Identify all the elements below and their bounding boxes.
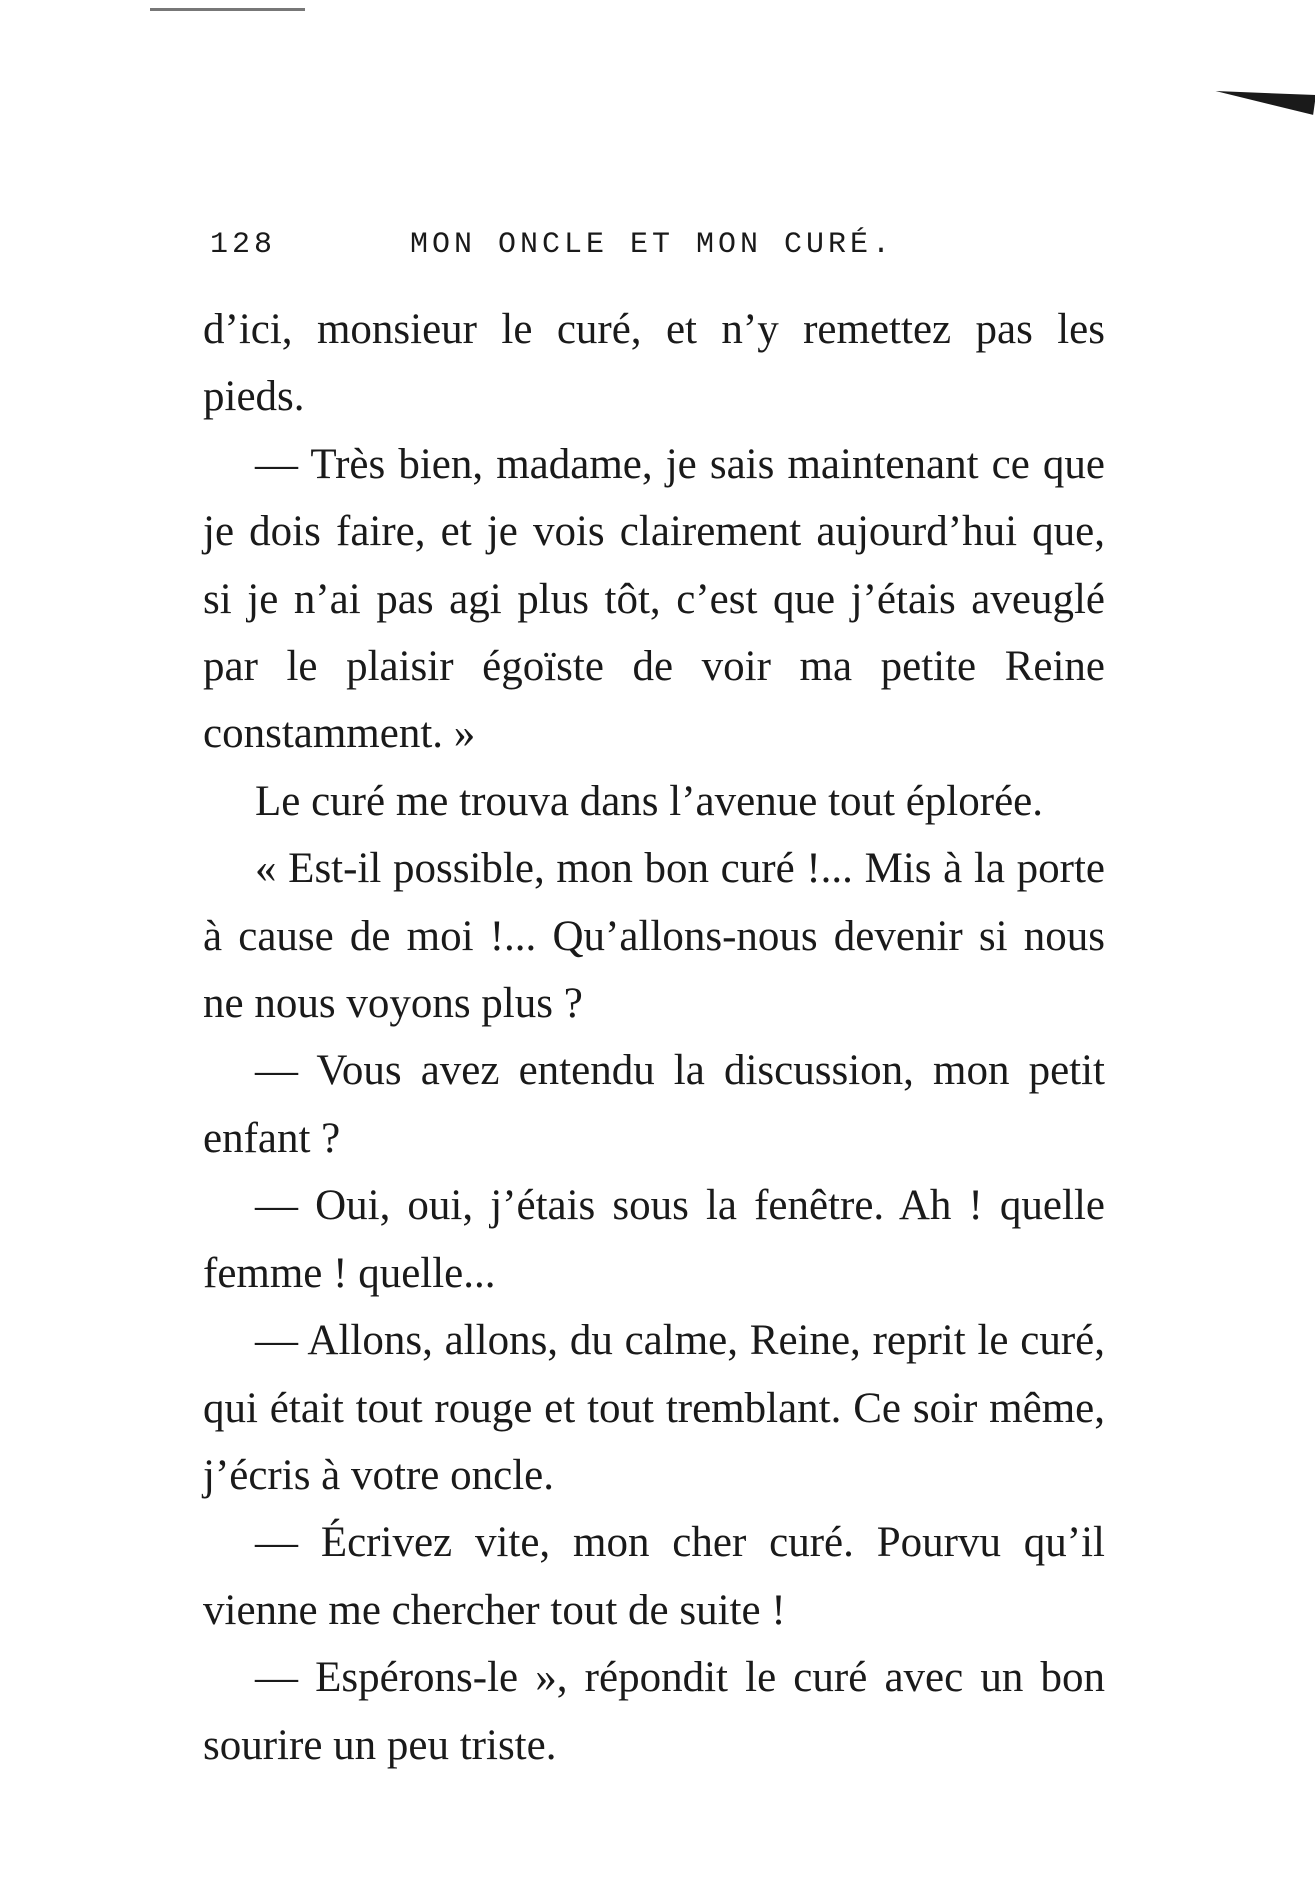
- scan-artifact-top: [150, 8, 305, 11]
- paragraph: — Vous avez entendu la discussion, mon petit enfant ?: [203, 1047, 1105, 1162]
- paragraph: « Est-il possible, mon bon curé !... Mis à la porte à cause de moi !... Qu’allons-nous devenir si nous ne nous voyons plus ?: [203, 845, 1105, 1028]
- paragraph: Le curé me trouva dans l’avenue tout éplorée.: [255, 777, 1043, 825]
- page-header: [210, 228, 1110, 268]
- paragraph: — Oui, oui, j’étais sous la fenêtre. Ah ! quelle femme ! quelle...: [203, 1182, 1105, 1297]
- paragraph: — Très bien, madame, je sais maintenant ce que je dois faire, et je vois clairement aujourd’hui que, si je n’ai pas agi plus tôt, c’est que j’étais aveuglé par le plaisir égoïste de voir ma petite Reine constamment. »: [203, 440, 1105, 758]
- scan-artifact-right: [1214, 81, 1315, 115]
- paragraph: — Écrivez vite, mon cher curé. Pourvu qu’il vienne me chercher tout de suite !: [203, 1519, 1105, 1634]
- body-text: [203, 296, 1105, 1779]
- paragraph: — Espérons-le », répondit le curé avec un bon sourire un peu triste.: [203, 1654, 1105, 1769]
- paragraph: — Allons, allons, du calme, Reine, reprit le curé, qui était tout rouge et tout tremblant. Ce soir même, j’écris à votre oncle.: [203, 1317, 1105, 1499]
- running-title: MON ONCLE ET MON CURÉ.: [410, 228, 895, 262]
- paragraph: d’ici, monsieur le curé, et n’y remettez pas les pieds.: [203, 306, 1105, 421]
- page-number: 128: [210, 228, 277, 262]
